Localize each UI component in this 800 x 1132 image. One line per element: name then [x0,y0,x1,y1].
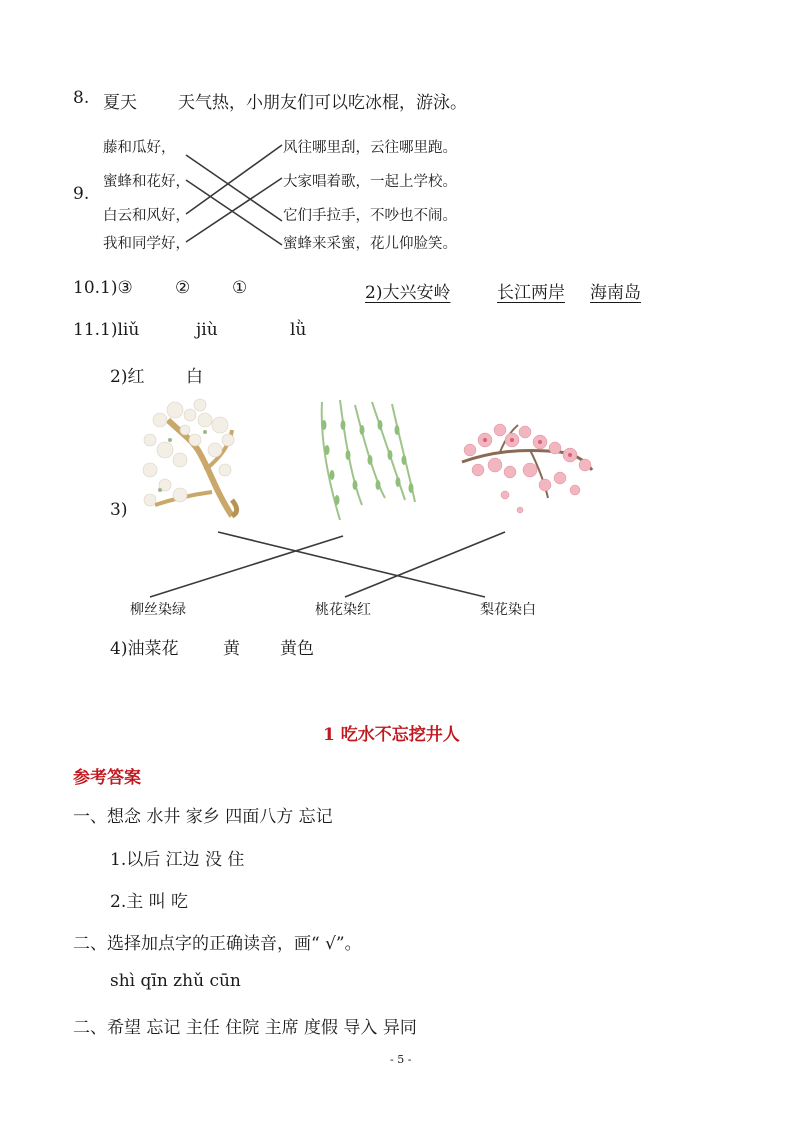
q9-right-item: 风往哪里刮，云往哪里跑。 [283,140,457,156]
q9-right-item: 它们手拉手，不吵也不闹。 [283,208,457,224]
q11-part4: 4)油菜花 [110,639,179,659]
q9-number: 9. [73,184,90,204]
q11-answer: 黄色 [280,639,314,659]
q9-left-item: 我和同学好， [103,236,190,252]
section-one-sub1: 1.以后 江边 没 住 [110,850,245,870]
q8-number: 8. [73,88,90,108]
q10-part2: 2)大兴安岭 [365,283,451,303]
section-three: 二、希望 忘记 主任 住院 主席 度假 导入 异同 [73,1018,417,1038]
q11-answer: 黄 [223,639,240,659]
q10-answer: ① [232,278,248,298]
page-number: - 5 - [390,1053,412,1066]
q9-left-item: 藤和瓜好， [103,140,176,156]
section-two-pinyin: shì qīn zhǔ cūn [110,971,241,991]
answer-heading: 参考答案 [73,768,141,788]
lesson-title: 1 吃水不忘挖井人 [323,725,460,745]
q11-label: 桃花染红 [315,602,371,618]
q11-part1: 11.1)liǔ [73,320,140,340]
q11-pinyin: jiù [196,320,218,340]
section-one: 一、想念 水井 家乡 四面八方 忘记 [73,807,333,827]
q9-right-item: 蜜蜂来采蜜，花儿仰脸笑。 [283,236,457,252]
q10-answer: 长江两岸 [497,283,565,303]
q8-sentence: 天气热，小朋友们可以吃冰棍，游泳。 [178,93,467,113]
q10-answer: 海南岛 [590,283,641,303]
q9-right-item: 大家唱着歌，一起上学校。 [283,174,457,190]
q11-label: 梨花染白 [480,602,536,618]
q8-answer-word: 夏天 [103,93,137,113]
section-two: 二、选择加点字的正确读音，画“ √”。 [73,934,362,954]
q11-answer: 白 [186,367,203,387]
q10-part1: 10.1)③ [73,278,133,298]
q9-left-item: 蜜蜂和花好， [103,174,190,190]
q11-pinyin: lǜ [290,320,307,340]
q11-label: 柳丝染绿 [130,602,186,618]
q11-part2: 2)红 [110,367,145,387]
q11-part3: 3) [110,500,128,520]
q10-answer: ② [175,278,191,298]
section-one-sub2: 2.主 叫 吃 [110,892,189,912]
q9-left-item: 白云和风好， [103,208,190,224]
